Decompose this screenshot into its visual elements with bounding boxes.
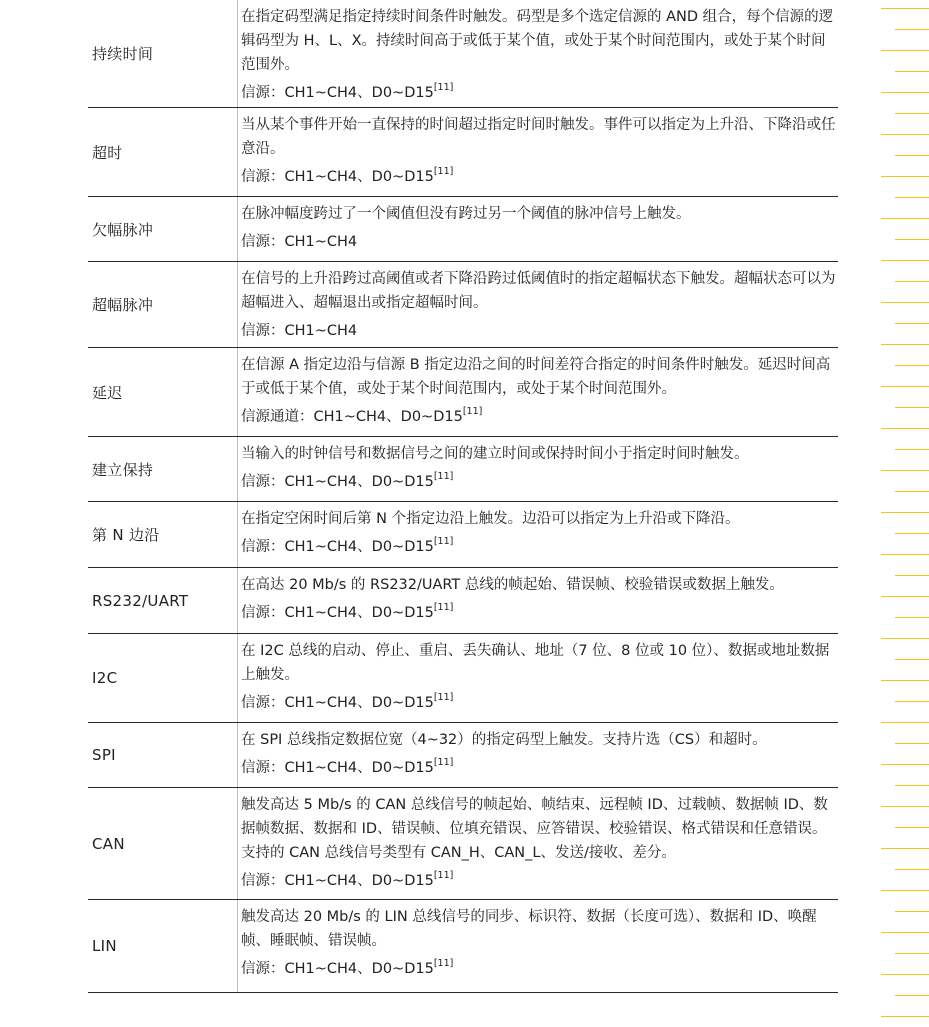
- trigger-description-cell: [238, 262, 838, 347]
- trigger-description-cell: [238, 348, 838, 436]
- ruler-tick: [895, 995, 929, 996]
- ruler-tick: [895, 323, 929, 324]
- trigger-spec-table: [88, 0, 838, 993]
- trigger-source: 信源通道：CH1~CH4、D0~D15: [241, 409, 463, 425]
- trigger-source: 信源：CH1~CH4、D0~D15: [241, 873, 434, 889]
- footnote-ref: [11]: [433, 870, 454, 882]
- trigger-source: 信源：CH1~CH4、D0~D15: [241, 85, 434, 101]
- trigger-source-line: [241, 756, 838, 780]
- trigger-description: 在 SPI 总线指定数据位宽（4~32）的指定码型上触发。支持片选（CS）和超时。: [241, 732, 767, 748]
- trigger-source-line: [241, 957, 838, 981]
- trigger-source-line: [241, 165, 838, 189]
- ruler-tick: [895, 197, 929, 198]
- trigger-source: 信源：CH1~CH4、D0~D15: [241, 961, 434, 977]
- trigger-description: 在脉冲幅度跨过了一个阈值但没有跨过另一个阈值的脉冲信号上触发。: [241, 206, 691, 222]
- footnote-ref: [11]: [433, 602, 454, 614]
- ruler-tick: [895, 449, 929, 450]
- ruler-tick: [895, 785, 929, 786]
- ruler-tick: [881, 974, 929, 975]
- trigger-source-line: [241, 230, 838, 254]
- ruler-tick: [881, 134, 929, 135]
- ruler-tick: [881, 848, 929, 849]
- ruler-tick: [881, 638, 929, 639]
- trigger-description: 在指定码型满足指定持续时间条件时触发。码型是多个选定信源的 AND 组合，每个信源的逻辑码型为 H、L、X。持续时间高于或低于某个值，或处于某个时间范围内，或处于某个时间范围外。: [241, 9, 834, 73]
- ruler-tick: [895, 407, 929, 408]
- trigger-source: 信源：CH1~CH4、D0~D15: [241, 474, 434, 490]
- ruler-tick: [881, 218, 929, 219]
- trigger-source: 信源：CH1~CH4、D0~D15: [241, 605, 434, 621]
- trigger-description: 触发高达 20 Mb/s 的 LIN 总线信号的同步、标识符、数据（长度可选）、数据和 ID、唤醒帧、睡眠帧、错误帧。: [241, 909, 817, 949]
- trigger-source-line: [241, 81, 838, 105]
- ruler-tick: [881, 428, 929, 429]
- ruler-tick: [895, 575, 929, 576]
- trigger-description-cell: [238, 788, 838, 899]
- trigger-source-line: [241, 535, 838, 559]
- ruler-tick: [881, 176, 929, 177]
- trigger-source: 信源：CH1~CH4、D0~D15: [241, 539, 434, 555]
- ruler-tick: [881, 1016, 929, 1017]
- table-row-can: [88, 788, 838, 900]
- trigger-source-line: [241, 405, 838, 429]
- trigger-description: 当输入的时钟信号和数据信号之间的建立时间或保持时间小于指定时间时触发。: [241, 446, 749, 462]
- ruler-tick: [881, 932, 929, 933]
- ruler-tick: [881, 806, 929, 807]
- ruler-tick: [895, 617, 929, 618]
- table-row-i2c: [88, 634, 838, 723]
- ruler-tick: [895, 491, 929, 492]
- trigger-description-cell: [238, 568, 838, 633]
- table-row-delay: [88, 348, 838, 437]
- footnote-ref: [11]: [433, 471, 454, 483]
- ruler-tick: [881, 512, 929, 513]
- trigger-type-name: 欠幅脉冲: [88, 197, 238, 261]
- trigger-type-name: 超时: [88, 108, 238, 196]
- trigger-description-cell: [238, 634, 838, 722]
- footnote-ref: [11]: [433, 958, 454, 970]
- ruler-tick: [895, 953, 929, 954]
- trigger-type-name: 第 N 边沿: [88, 502, 238, 567]
- ruler-tick: [881, 50, 929, 51]
- trigger-description-cell: [238, 900, 838, 992]
- trigger-type-name: I2C: [88, 634, 238, 722]
- table-row-runt: [88, 197, 838, 262]
- trigger-source-line: [241, 691, 838, 715]
- ruler-tick: [895, 71, 929, 72]
- table-row-setup-hold: [88, 437, 838, 502]
- footnote-ref: [11]: [433, 692, 454, 704]
- ruler-tick: [881, 260, 929, 261]
- ruler-tick: [895, 743, 929, 744]
- trigger-description-cell: [238, 0, 838, 107]
- trigger-source-line: [241, 869, 838, 893]
- footnote-ref: [11]: [433, 82, 454, 94]
- ruler-tick: [881, 92, 929, 93]
- table-row-rs232-uart: [88, 568, 838, 634]
- trigger-source-line: [241, 601, 838, 625]
- ruler-tick: [881, 890, 929, 891]
- trigger-source: 信源：CH1~CH4: [241, 323, 358, 339]
- trigger-source: 信源：CH1~CH4、D0~D15: [241, 169, 434, 185]
- trigger-description: 在高达 20 Mb/s 的 RS232/UART 总线的帧起始、错误帧、校验错误或数据上触发。: [241, 577, 784, 593]
- trigger-type-name: RS232/UART: [88, 568, 238, 633]
- ruler-tick: [881, 596, 929, 597]
- ruler-tick: [895, 239, 929, 240]
- footnote-ref: [11]: [462, 406, 483, 418]
- table-row-duration: [88, 0, 838, 108]
- ruler-tick: [895, 827, 929, 828]
- trigger-description: 在指定空闲时间后第 N 个指定边沿上触发。边沿可以指定为上升沿或下降沿。: [241, 511, 740, 527]
- table-row-nth-edge: [88, 502, 838, 568]
- ruler-tick: [881, 722, 929, 723]
- ruler-tick: [881, 386, 929, 387]
- trigger-type-name: 超幅脉冲: [88, 262, 238, 347]
- trigger-description-cell: [238, 197, 838, 261]
- ruler-tick: [881, 764, 929, 765]
- ruler-tick: [881, 344, 929, 345]
- trigger-source: 信源：CH1~CH4、D0~D15: [241, 760, 434, 776]
- trigger-description: 在 I2C 总线的启动、停止、重启、丢失确认、地址（7 位、8 位或 10 位）、数据或地址数据上触发。: [241, 643, 830, 683]
- table-row-window: [88, 262, 838, 348]
- ruler-tick: [881, 554, 929, 555]
- trigger-description-cell: [238, 723, 838, 787]
- trigger-description: 当从某个事件开始一直保持的时间超过指定时间时触发。事件可以指定为上升沿、下降沿或任意沿。: [241, 117, 836, 157]
- trigger-source: 信源：CH1~CH4: [241, 234, 358, 250]
- table-row-lin: [88, 900, 838, 993]
- trigger-description: 在信号的上升沿跨过高阈值或者下降沿跨过低阈值时的指定超幅状态下触发。超幅状态可以为超幅进入、超幅退出或指定超幅时间。: [241, 271, 836, 311]
- trigger-description: 在信源 A 指定边沿与信源 B 指定边沿之间的时间差符合指定的时间条件时触发。延迟时间高于或低于某个值，或处于某个时间范围内，或处于某个时间范围外。: [241, 357, 831, 397]
- trigger-type-name: LIN: [88, 900, 238, 992]
- trigger-description: 触发高达 5 Mb/s 的 CAN 总线信号的帧起始、帧结束、远程帧 ID、过载帧、数据帧 ID、数据帧数据、数据和 ID、错误帧、位填充错误、应答错误、校验错误、格式错误和任意错误。支持的 CAN 总线信号类型有 CAN_H、CAN_L、发送/接收、差分。: [241, 797, 828, 861]
- ruler-tick: [895, 29, 929, 30]
- trigger-description-cell: [238, 437, 838, 501]
- trigger-source: 信源：CH1~CH4、D0~D15: [241, 695, 434, 711]
- footnote-ref: [11]: [433, 166, 454, 178]
- ruler-tick: [881, 8, 929, 9]
- trigger-type-name: 持续时间: [88, 0, 238, 107]
- trigger-source-line: [241, 319, 838, 343]
- footnote-ref: [11]: [433, 757, 454, 769]
- trigger-description-cell: [238, 108, 838, 196]
- ruler-tick: [895, 113, 929, 114]
- ruler-tick: [881, 680, 929, 681]
- table-row-spi: [88, 723, 838, 788]
- trigger-type-name: 延迟: [88, 348, 238, 436]
- ruler-tick: [895, 659, 929, 660]
- trigger-source-line: [241, 470, 838, 494]
- ruler-tick: [895, 365, 929, 366]
- trigger-type-name: 建立保持: [88, 437, 238, 501]
- ruler-tick: [895, 911, 929, 912]
- trigger-type-name: CAN: [88, 788, 238, 899]
- page-margin-ruler: [873, 0, 929, 1027]
- ruler-tick: [895, 155, 929, 156]
- ruler-tick: [895, 869, 929, 870]
- trigger-type-name: SPI: [88, 723, 238, 787]
- ruler-tick: [895, 701, 929, 702]
- table-row-timeout: [88, 108, 838, 197]
- ruler-tick: [895, 533, 929, 534]
- ruler-tick: [881, 302, 929, 303]
- trigger-description-cell: [238, 502, 838, 567]
- ruler-tick: [895, 281, 929, 282]
- footnote-ref: [11]: [433, 536, 454, 548]
- ruler-tick: [881, 470, 929, 471]
